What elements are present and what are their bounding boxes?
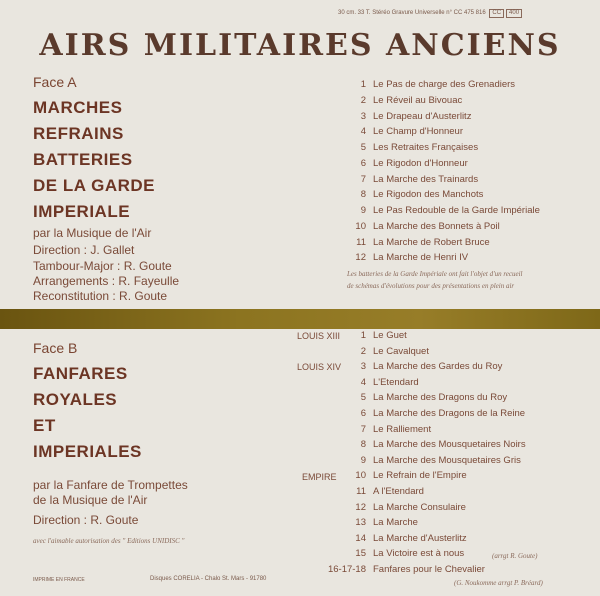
face-a-heading-1: MARCHES [33, 98, 123, 117]
face-b-track-title: Le Refrain de l'Empire [373, 470, 467, 482]
face-b-track-title: La Marche des Gardes du Roy [373, 361, 503, 373]
face-a-note-line-1: Les batteries de la Garde Impériale ont fait l'objet d'un recueil [347, 270, 523, 278]
face-b-track-number: 16-17-18 [327, 564, 366, 575]
face-b-track-number: 15 [355, 548, 366, 560]
face-b-heading-4: IMPERIALES [33, 442, 142, 461]
face-b-track-title: Fanfares pour le Chevalier [373, 564, 485, 575]
face-b-track-title: Le Guet [373, 330, 407, 341]
catalogue-text: 30 cm. 33 T. Stéréo Gravure Universelle n° CC 475 816 [338, 10, 486, 16]
face-a-track-title: Le Pas de charge des Grenadiers [373, 79, 516, 90]
face-b-credit-3: Direction : R. Goute [33, 513, 139, 527]
face-a-track-number: 3 [360, 110, 366, 122]
track-15-arranger-note: (arrgt R. Goute) [492, 552, 538, 560]
face-a-track-number: 1 [360, 79, 366, 90]
face-a-heading-5: IMPERIALE [33, 202, 131, 221]
face-b-track-title: La Marche des Mousquetaires Gris [373, 454, 521, 466]
face-b-track-title: La Marche des Dragons de la Reine [373, 408, 526, 419]
face-b-track-number: 6 [360, 408, 366, 419]
face-a-track-number: 2 [360, 94, 366, 106]
face-b-label: Face B [33, 340, 78, 356]
catalogue-code-box-2: 400 [506, 9, 522, 18]
period-empire: EMPIRE [302, 472, 337, 482]
face-b-credit-2: de la Musique de l'Air [33, 493, 148, 507]
face-a-track-number: 5 [360, 142, 366, 153]
catalogue-code-box: CC [489, 9, 504, 18]
face-a-track-number: 11 [356, 236, 366, 248]
face-a-credit-2: Direction : J. Gallet [33, 243, 135, 257]
face-a-track-title: La Marche des Bonnets à Poil [373, 220, 500, 232]
face-b-track-title: La Victoire est à nous [373, 548, 465, 560]
face-a-track-number: 6 [360, 157, 366, 169]
face-b-heading-2: ROYALES [33, 390, 118, 409]
face-b-authorisation: avec l'aimable autorisation des " Editions UNIDISC " [33, 537, 185, 545]
face-b-track-title: Le Cavalquet [373, 345, 429, 357]
face-b-heading-1: FANFARES [33, 364, 128, 383]
face-a-track-number: 10 [355, 220, 366, 232]
face-b-track-title: La Marche Consulaire [373, 501, 466, 513]
face-a-track-title: Le Pas Redouble de la Garde Impériale [373, 205, 540, 216]
album-title: AIRS MILITAIRES ANCIENS [39, 28, 561, 63]
face-a-heading-2: REFRAINS [33, 124, 124, 143]
face-b-track-number: 10 [355, 470, 366, 482]
face-a-credit-1: par la Musique de l'Air [33, 226, 152, 240]
face-b-track-number: 1 [360, 330, 366, 341]
face-a-track-title: La Marche de Henri IV [373, 252, 469, 264]
face-b-track-number: 2 [360, 345, 366, 357]
face-a-credit-4: Arrangements : R. Fayeulle [33, 274, 180, 288]
face-a-track-title: Le Champ d'Honneur [373, 126, 464, 138]
face-a-track-title: Le Rigodon des Manchots [373, 189, 484, 201]
face-a-credit-3: Tambour-Major : R. Goute [33, 259, 172, 273]
face-b-track-number: 5 [360, 392, 366, 404]
period-louis-xiii: LOUIS XIII [297, 331, 341, 341]
face-a-note-line-2: de schémas d'évolutions pour des présentations en plein air [347, 282, 515, 290]
face-b-track-title: L'Etendard [373, 376, 419, 388]
face-a-track-title: La Marche des Trainards [373, 173, 479, 185]
face-b-track-number: 4 [360, 376, 366, 388]
face-a-track-title: Les Retraites Françaises [373, 142, 479, 153]
face-b-track-number: 3 [360, 361, 366, 373]
track-18-arranger-note: (G. Noukomme arrgt P. Bréard) [454, 579, 543, 587]
face-a-track-number: 4 [360, 126, 366, 138]
face-a-track-number: 8 [360, 189, 366, 201]
face-a-heading-3: BATTERIES [33, 150, 133, 169]
face-b-track-number: 13 [355, 517, 366, 529]
face-b-track-title: La Marche des Dragons du Roy [373, 392, 508, 404]
face-b-track-number: 12 [355, 501, 366, 513]
face-a-track-number: 12 [355, 252, 366, 264]
period-louis-xiv: LOUIS XIV [297, 362, 342, 372]
face-b-track-number: 9 [360, 454, 366, 466]
label-address: Disques CORELIA - Chalo St. Mars - 91780 [150, 576, 267, 582]
face-b-track-title: La Marche [373, 517, 418, 529]
face-b-track-number: 14 [355, 532, 366, 544]
printer-mark: IMPRIME EN FRANCE [33, 577, 85, 583]
face-a-track-number: 9 [360, 205, 366, 216]
face-a-track-title: La Marche de Robert Bruce [373, 236, 490, 248]
face-a-heading-4: DE LA GARDE [33, 176, 155, 195]
face-b-credit-1: par la Fanfare de Trompettes [33, 478, 188, 492]
face-b-track-number: 7 [360, 423, 366, 435]
face-a-track-title: Le Drapeau d'Austerlitz [373, 110, 472, 122]
face-b-track-number: 8 [360, 439, 366, 451]
face-a-track-number: 7 [360, 173, 366, 185]
face-b-track-title: La Marche d'Austerlitz [373, 532, 467, 544]
face-b-heading-3: ET [33, 416, 56, 435]
face-a-track-title: Le Rigodon d'Honneur [373, 157, 468, 169]
face-b-track-number: 11 [356, 486, 366, 497]
separator-band [0, 309, 600, 329]
face-a-track-title: Le Réveil au Bivouac [373, 94, 463, 106]
face-a-label: Face A [33, 74, 77, 90]
face-b-track-title: A l'Etendard [373, 486, 424, 497]
catalogue-line [338, 9, 522, 18]
face-b-track-title: Le Ralliement [373, 423, 432, 435]
face-b-track-title: La Marche des Mousquetaires Noirs [373, 439, 526, 451]
face-a-credit-5: Reconstitution : R. Goute [33, 289, 168, 303]
